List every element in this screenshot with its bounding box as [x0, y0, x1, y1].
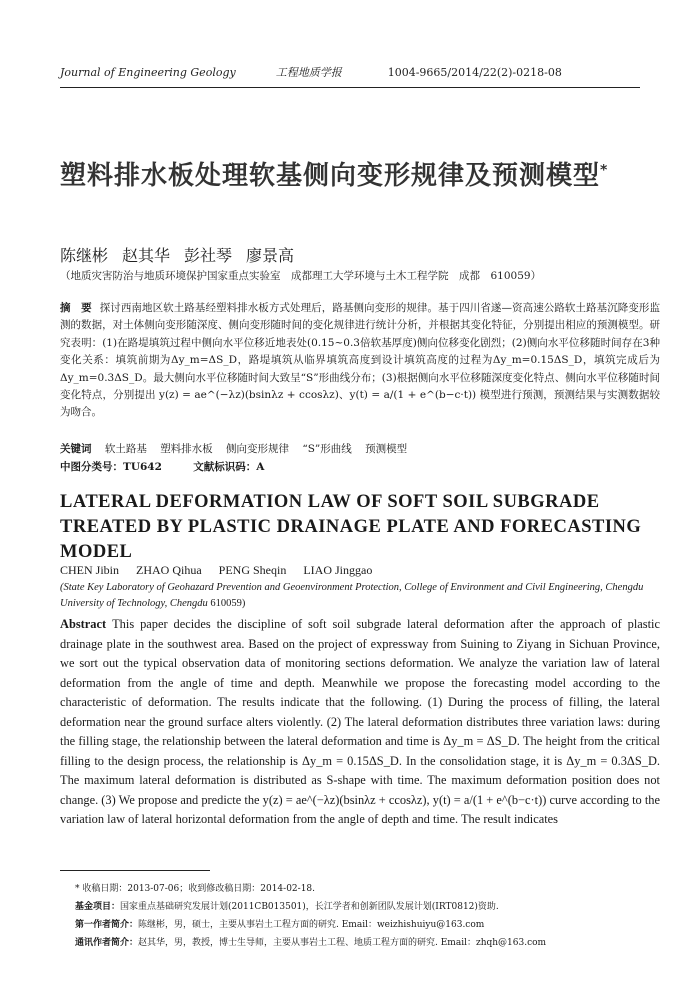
title-footnote-mark: * [600, 162, 609, 179]
abstract-cn-label: 摘 要 [60, 302, 92, 314]
author-cn: 陈继彬 [60, 246, 109, 265]
affiliation-en [60, 580, 660, 612]
doc-code-label: 文献标识码： [193, 461, 257, 473]
classification-cn [60, 459, 264, 474]
author-cn: 赵其华 [122, 246, 171, 265]
footnote-first-author [75, 916, 660, 934]
title-cn-text: 塑料排水板处理软基侧向变形规律及预测模型 [60, 161, 601, 191]
affiliation-cn: （地质灾害防治与地质环境保护国家重点实验室 成都理工大学环境与土木工程学院 成都 610059） [60, 270, 542, 282]
keywords-cn-label: 关键词 [60, 443, 92, 455]
footnote-corresponding-text: 赵其华，男，教授，博士生导师，主要从事岩土工程、地质工程方面的研究. Email：zhqh@163.com [138, 938, 547, 948]
doc-code-value: A [256, 461, 265, 473]
footnote-corresponding-label: 通讯作者简介： [75, 938, 139, 948]
footnote-fund-text: 国家重点基础研究发展计划(2011CB013501)，长江学者和创新团队发展计划(IRT0812)资助. [120, 902, 499, 912]
author-en: PENG Sheqin [218, 563, 287, 577]
keyword-cn: 侧向变形规律 [226, 443, 290, 455]
footnote-received: * 收稿日期：2013-07-06；收到修改稿日期：2014-02-18. [75, 884, 316, 894]
abstract-en-label: Abstract [60, 617, 107, 631]
footnote-corresponding [75, 934, 660, 952]
author-cn: 廖景高 [246, 246, 295, 265]
keyword-cn: 预测模型 [365, 443, 408, 455]
abstract-en [60, 615, 660, 830]
clc-label: 中图分类号： [60, 461, 123, 473]
author-en: LIAO Jinggao [303, 563, 373, 577]
footnote-first-author-text: 陈继彬，男，硕士，主要从事岩土工程方面的研究. Email：weizhishuiyu@163.com [138, 920, 485, 930]
clc-value: TU642 [123, 461, 162, 473]
footnote-fund [75, 898, 660, 916]
keyword-cn: 软土路基 [104, 443, 147, 455]
affiliation-en-zip: 610059) [210, 598, 246, 609]
author-en: CHEN Jibin [60, 563, 120, 577]
authors-en [60, 563, 386, 578]
title-cn [60, 155, 640, 192]
author-en: ZHAO Qihua [136, 563, 202, 577]
footnote-fund-label: 基金项目： [75, 902, 121, 912]
keyword-cn: 塑料排水板 [160, 443, 213, 455]
issn-info: 1004-9665/2014/22(2)-0218-08 [387, 65, 562, 79]
journal-name-cn: 工程地质学报 [275, 66, 342, 79]
author-cn: 彭社琴 [184, 246, 233, 265]
keyword-cn: “S”形曲线 [302, 443, 352, 455]
authors-cn [60, 243, 294, 266]
abstract-en-text: This paper decides the discipline of soft soil subgrade lateral deformation after the approach of plastic drainage plate in the southwest area. Based on the project of expressway from Suining to Ziyang in Sichuan Province, we sort out the typical observation data of monitoring sections deformation. We analyze the variation law of lateral deformation from the angle of time and depth. Meanwhile we propose the forecasting model according to the characteristic of deformation. The results indicate that the following. (1) During the process of filling, the lateral deformation near the ground surface alters violently. (2) The lateral deformation distributes three variation laws: during the filling stage, the relationship between the lateral deformation and time is Δy_m = ΔS_D. The height from the critical filling to the design process, the relationship is Δy_m = 0.15ΔS_D. In the consolidation stage, it is Δy_m = 0.3ΔS_D. The maximum lateral deformation is distributed as S-shape with time. The maximum deformation position does not change. (3) We propose and predicte the y(z) = ae^(−λz)(bsinλz + ccosλz), y(t) = a/(1 + e^(b−c·t)) curve according to the variation law of lateral horizontal deformation from the angle of depth and time. The result indicates [60, 617, 660, 826]
affiliation-en-text: (State Key Laboratory of Geohazard Prevention and Geoenvironment Protection, College of Environment and Civil Engineering, Chengdu University of Technology, Chengdu [60, 582, 644, 609]
footnote-rule [60, 870, 210, 871]
keywords-cn [60, 441, 417, 456]
abstract-cn [60, 300, 660, 422]
journal-name-en: Journal of Engineering Geology [60, 65, 236, 79]
footnotes [75, 880, 660, 952]
footnote-first-author-label: 第一作者简介： [75, 920, 139, 930]
title-en: LATERAL DEFORMATION LAW OF SOFT SOIL SUBGRADE TREATED BY PLASTIC DRAINAGE PLATE AND FORECASTING MODEL [60, 492, 642, 562]
running-head [60, 60, 640, 84]
header-rule [60, 87, 640, 88]
abstract-cn-text: 探讨西南地区软土路基经塑料排水板方式处理后，路基侧向变形的规律。基于四川省遂—资高速公路软土路基沉降变形监测的数据，对土体侧向变形随深度、侧向变形随时间的变化规律进行统计分析，并根据其变化特征，分别提出相应的预测模型。研究表明：(1)在路堤填筑过程中侧向水平位移近地表处(0.15~0.3倍软基厚度)侧向位移变化剧烈；(2)侧向水平位移随时间存在3种变化关系：填筑前期为Δy_m=ΔS_D，路堤填筑从临界填筑高度到设计填筑高度的过程为Δy_m=0.15ΔS_D，填筑完成后为Δy_m=0.3ΔS_D。最大侧向水平位移随时间大致呈“S”形曲线分布；(3)根据侧向水平位移随深度变化特点、侧向水平位移随时间变化特点，分别提出 y(z) = ae^(−λz)(bsinλz + ccosλz)、y(t) = a/(1 + e^(b−c·t)) 模型进行预测，预测结果与实测数据较为吻合。 [60, 302, 660, 419]
